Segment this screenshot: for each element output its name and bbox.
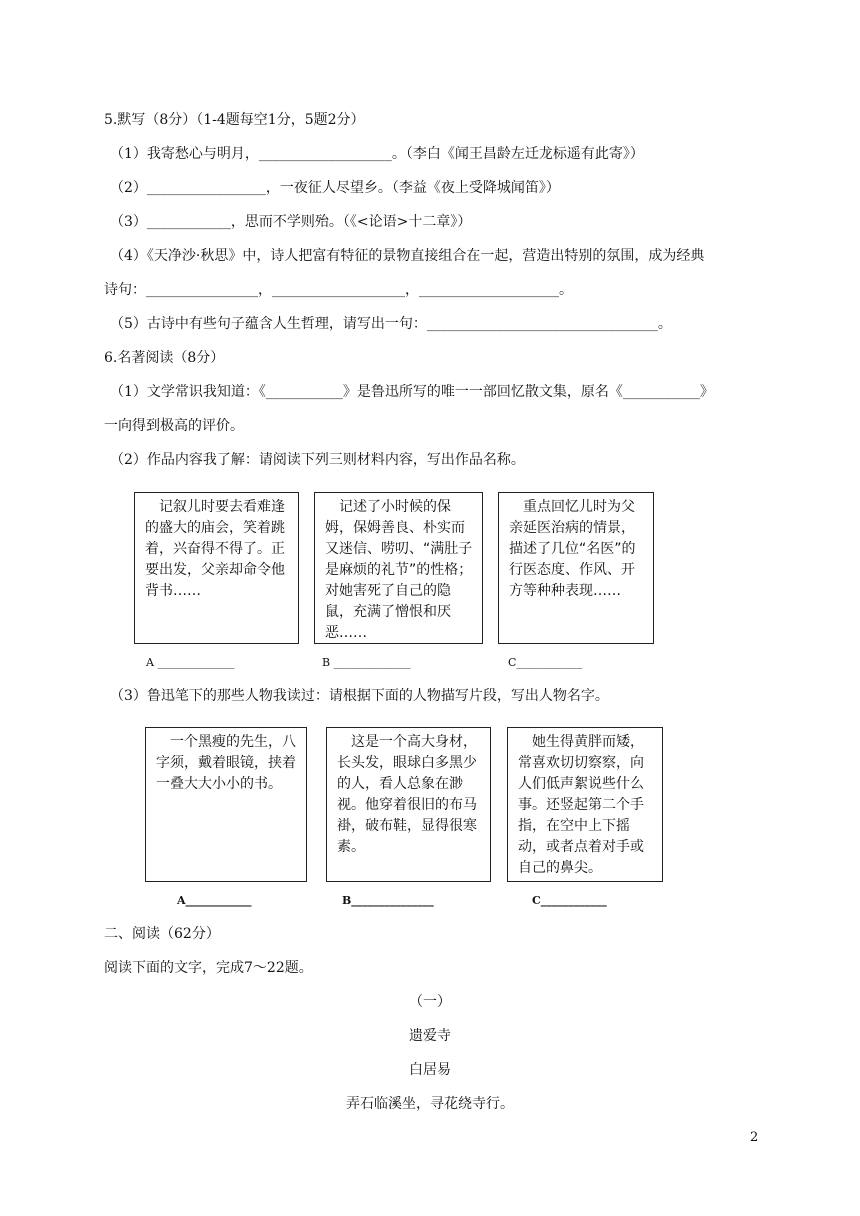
page-number: 2 (750, 1130, 759, 1145)
q5-item-4-line2: 诗句：________________，___________________，____________________。 (104, 282, 573, 298)
character-box-a: 一个黑瘦的先生，八字须，戴着眼镜，挟着一叠大大小小的书。 (145, 727, 307, 882)
character-box-b: 这是一个高大身材，长头发，眼球白多黑少的人，看人总象在渺视。他穿着很旧的布马褂，破布鞋，显得很寒素。 (326, 727, 491, 882)
material-box-b: 记述了小时候的保姆，保姆善良、朴实而又迷信、唠叨、“满肚子是麻烦的礼节”的性格；对她害死了自己的隐鼠，充满了憎恨和厌恶…… (314, 492, 483, 644)
character-label-b: B_______________ (342, 894, 434, 907)
q5-item-5: （5）古诗中有些句子蕴含人生哲理，请写出一句：_________________________________。 (110, 316, 672, 332)
material-box-c: 重点回忆儿时为父亲延医治病的情景，描述了几位“名医”的行医态度、作风、开方等种种表现…… (498, 492, 654, 644)
poem-title: 遗爱寺 (409, 1028, 451, 1044)
part2-intro: 阅读下面的文字，完成7～22题。 (104, 960, 313, 976)
answer-label-b: B ______________ (322, 656, 411, 669)
part2-title: 二、阅读（62分） (104, 926, 220, 942)
q6-title: 6.名著阅读（8分） (104, 350, 225, 366)
answer-label-c: C____________ (508, 656, 583, 669)
material-box-a: 记叙儿时要去看难逢的盛大的庙会，笑着跳着，兴奋得不得了。正要出发，父亲却命令他背书…… (134, 492, 299, 644)
character-box-c: 她生得黄胖而矮，常喜欢切切察察，向人们低声絮说些什么事。还竖起第二个手指，在空中上下摇动，或者点着对手或自己的鼻尖。 (507, 727, 663, 882)
poem-line-1: 弄石临溪坐，寻花绕寺行。 (346, 1096, 514, 1112)
q6-part1-line2: 一向得到极高的评价。 (104, 418, 244, 434)
q5-item-2: （2）_________________，一夜征人尽望乡。（李益《夜上受降城闻笛》） (110, 180, 560, 196)
answer-label-a: A ______________ (146, 656, 235, 669)
q5-item-4-line1: （4）《天净沙·秋思》中，诗人把富有特征的景物直接组合在一起，营造出特别的氛围，成为经典 (110, 248, 705, 264)
q6-part3: （3）鲁迅笔下的那些人物我读过：请根据下面的人物描写片段，写出人物名字。 (110, 688, 609, 704)
q6-part2: （2）作品内容我了解：请阅读下列三则材料内容，写出作品名称。 (110, 452, 525, 468)
q5-title: 5.默写（8分）（1-4题每空1分，5题2分） (104, 112, 365, 128)
section-number: （一） (409, 994, 451, 1010)
character-label-a: A____________ (177, 894, 252, 907)
q5-item-1: （1）我寄愁心与明月，___________________。（李白《闻王昌龄左迁龙标遥有此寄》） (110, 146, 644, 162)
character-label-c: C____________ (532, 894, 607, 907)
q6-part1-line1: （1）文学常识我知道：《___________》是鲁迅所写的唯一一部回忆散文集，原名《___________》 (110, 384, 714, 400)
q5-item-3: （3）____________，思而不学则殆。（《<论语>十二章》） (110, 214, 472, 230)
poem-author: 白居易 (409, 1062, 451, 1078)
